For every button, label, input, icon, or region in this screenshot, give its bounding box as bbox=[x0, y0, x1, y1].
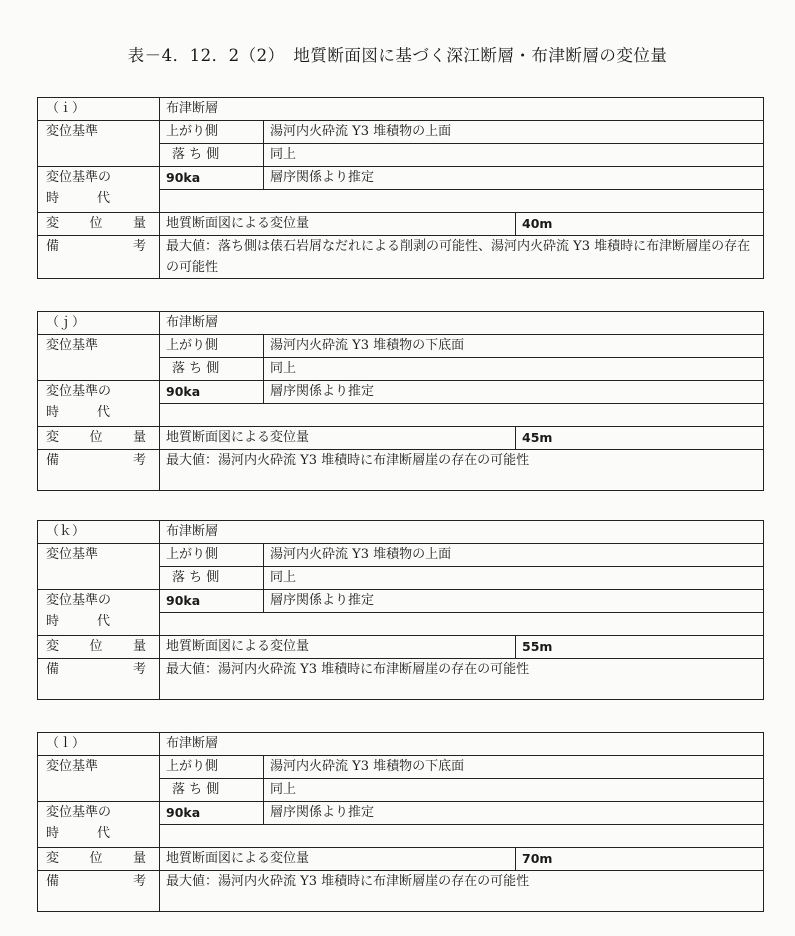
up-side-value: 湯河内火砕流 Y3 堆積物の下底面 bbox=[264, 756, 764, 779]
age-value: 90ka bbox=[160, 590, 264, 613]
method-label: 地質断面図による変位量 bbox=[160, 427, 516, 450]
up-side-value: 湯河内火砕流 Y3 堆積物の下底面 bbox=[264, 335, 764, 358]
displacement-table bbox=[37, 97, 764, 279]
age-value: 90ka bbox=[160, 381, 264, 404]
age-value: 90ka bbox=[160, 167, 264, 190]
up-side-value: 湯河内火砕流 Y3 堆積物の上面 bbox=[264, 544, 764, 567]
method-label: 地質断面図による変位量 bbox=[160, 213, 516, 236]
remarks-value: 最大値：湯河内火砕流 Y3 堆積時に布津断層崖の存在の可能性 bbox=[160, 659, 764, 700]
basis-age-label: 変位基準の 時 代 bbox=[38, 802, 160, 848]
remarks-label: 備 考 bbox=[38, 659, 160, 700]
basis-age-label: 変位基準の 時 代 bbox=[38, 381, 160, 427]
method-label: 地質断面図による変位量 bbox=[160, 636, 516, 659]
basis-label: 変位基準 bbox=[38, 756, 160, 802]
basis-label: 変位基準 bbox=[38, 335, 160, 381]
amount-label: 変 位 量 bbox=[38, 636, 160, 659]
up-side-label: 上がり側 bbox=[160, 121, 264, 144]
remarks-label: 備 考 bbox=[38, 871, 160, 912]
down-side-label: 落 ち 側 bbox=[160, 779, 264, 802]
basis-label: 変位基準 bbox=[38, 544, 160, 590]
age-empty-cell bbox=[160, 190, 764, 213]
down-side-value: 同上 bbox=[264, 567, 764, 590]
remarks-label: 備 考 bbox=[38, 236, 160, 279]
block-id: （ｉ） bbox=[38, 98, 160, 121]
amount-label: 変 位 量 bbox=[38, 848, 160, 871]
fault-name: 布津断層 bbox=[160, 521, 764, 544]
fault-name: 布津断層 bbox=[160, 733, 764, 756]
displacement-table bbox=[37, 311, 764, 491]
remarks-label: 備 考 bbox=[38, 450, 160, 491]
down-side-value: 同上 bbox=[264, 779, 764, 802]
amount-value: 70m bbox=[516, 848, 764, 871]
age-note: 層序関係より推定 bbox=[264, 381, 764, 404]
method-label: 地質断面図による変位量 bbox=[160, 848, 516, 871]
amount-label: 変 位 量 bbox=[38, 213, 160, 236]
up-side-label: 上がり側 bbox=[160, 544, 264, 567]
block-id: （ｊ） bbox=[38, 312, 160, 335]
fault-name: 布津断層 bbox=[160, 312, 764, 335]
displacement-table bbox=[37, 520, 764, 700]
basis-age-label: 変位基準の 時 代 bbox=[38, 590, 160, 636]
displacement-table bbox=[37, 732, 764, 912]
remarks-value: 最大値：湯河内火砕流 Y3 堆積時に布津断層崖の存在の可能性 bbox=[160, 871, 764, 912]
down-side-value: 同上 bbox=[264, 358, 764, 381]
block-id: （ｋ） bbox=[38, 521, 160, 544]
basis-label: 変位基準 bbox=[38, 121, 160, 167]
remarks-value: 最大値：落ち側は俵石岩屑なだれによる削剥の可能性、湯河内火砕流 Y3 堆積時に布津断層崖の存在の可能性 bbox=[160, 236, 764, 279]
age-note: 層序関係より推定 bbox=[264, 590, 764, 613]
age-note: 層序関係より推定 bbox=[264, 167, 764, 190]
age-empty-cell bbox=[160, 825, 764, 848]
age-empty-cell bbox=[160, 404, 764, 427]
age-empty-cell bbox=[160, 613, 764, 636]
block-id: （ｌ） bbox=[38, 733, 160, 756]
remarks-value: 最大値：湯河内火砕流 Y3 堆積時に布津断層崖の存在の可能性 bbox=[160, 450, 764, 491]
age-note: 層序関係より推定 bbox=[264, 802, 764, 825]
up-side-value: 湯河内火砕流 Y3 堆積物の上面 bbox=[264, 121, 764, 144]
up-side-label: 上がり側 bbox=[160, 756, 264, 779]
page-title: 表－4．12．2（2） 地質断面図に基づく深江断層・布津断層の変位量 bbox=[127, 46, 668, 65]
amount-value: 40m bbox=[516, 213, 764, 236]
amount-value: 45m bbox=[516, 427, 764, 450]
down-side-value: 同上 bbox=[264, 144, 764, 167]
down-side-label: 落 ち 側 bbox=[160, 567, 264, 590]
amount-label: 変 位 量 bbox=[38, 427, 160, 450]
basis-age-label: 変位基準の 時 代 bbox=[38, 167, 160, 213]
up-side-label: 上がり側 bbox=[160, 335, 264, 358]
down-side-label: 落 ち 側 bbox=[160, 358, 264, 381]
age-value: 90ka bbox=[160, 802, 264, 825]
down-side-label: 落 ち 側 bbox=[160, 144, 264, 167]
amount-value: 55m bbox=[516, 636, 764, 659]
fault-name: 布津断層 bbox=[160, 98, 764, 121]
